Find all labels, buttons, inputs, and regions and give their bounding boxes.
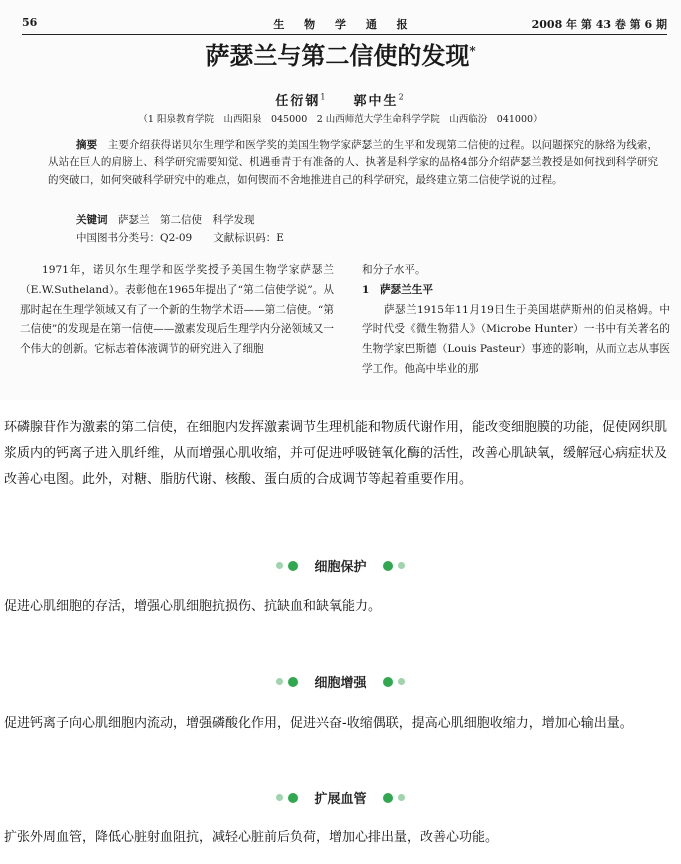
section-heading-cell-protection: 细胞保护 xyxy=(0,556,681,575)
classification-code: 中国图书分类号：Q2-09 文献标识码：E xyxy=(76,232,284,244)
section-text: 扩张外周血管，降低心脏射血阻抗，减轻心脏前后负荷，增加心排出量，改善心功能。 xyxy=(4,830,499,845)
affiliation: （1 阳泉教育学院 山西阳泉 045000 2 山西师范大学生命科学学院 山西临汾 041000） xyxy=(138,114,543,125)
paragraph: 和分子水平。 xyxy=(362,264,426,276)
article-column-left xyxy=(20,261,334,360)
decorative-dots-icon xyxy=(383,674,405,689)
article-column-right xyxy=(362,261,670,380)
intro-paragraph: 环磷腺苷作为激素的第二信使，在细胞内发挥激素调节生理机能和物质代谢作用，能改变细胞膜的功能，促使网织肌浆质内的钙离子进入肌纤维，从而增强心肌收缩，并可促进呼吸链氧化酶的活性，改善心肌缺氧，缓解冠心病症状及改善心电图。此外，对糖、脂肪代谢、核酸、蛋白质的合成调节等起着重要作用。 xyxy=(4,420,668,487)
section-heading-cell-enhance: 细胞增强 xyxy=(0,672,681,691)
section-heading: 1 萨瑟兰生平 xyxy=(362,283,433,296)
issue-info: 2008 年 第 43 卷 第 6 期 xyxy=(531,18,667,31)
keywords: 关键词 萨瑟兰 第二信使 科学发现 xyxy=(76,214,255,226)
decorative-dots-icon xyxy=(383,558,405,573)
abstract: 摘要 主要介绍获得诺贝尔生理学和医学奖的美国生物学家萨瑟兰的生平和发现第二信使的过程。以问题探究的脉络为线索，从站在巨人的肩膀上、科学研究需要知觉、机遇垂青于有准备的人、执著是科学家的品格4部分介绍萨瑟兰教授是如何找到科学研究的突破口，如何突破科学研究中的难点，如何锲而不舍地推进自己的科学研究，最终建立第二信使学说的过程。 xyxy=(48,139,659,186)
section-text: 促进钙离子向心肌细胞内流动，增强磷酸化作用，促进兴奋-收缩偶联，提高心肌细胞收缩力，增加心输出量。 xyxy=(4,716,633,731)
authors: 任衍钢$^1$ 郭中生$^2$ xyxy=(275,92,406,109)
paragraph: 萨瑟兰1915年11月19日生于美国堪萨斯州的伯灵格姆。中学时代受《微生物猎人》（Microbe Hunter）一书中有关著名的生物学家巴斯德（Louis Pasteur）事迹的影响，从而立志从事医学工作。他高中毕业的那 xyxy=(362,303,670,375)
page-number: 56 xyxy=(22,16,38,29)
journal-name: 生 物 学 通 报 xyxy=(273,18,416,31)
article-title: 萨瑟兰与第二信使的发现* xyxy=(205,41,476,70)
title-footnote-mark: * xyxy=(469,44,476,58)
decorative-dots-icon xyxy=(276,674,298,689)
paragraph: 1971年，诺贝尔生理学和医学奖授予美国生物学家萨瑟兰（E.W.Sutheland）。表彰他在1965年提出了“第二信使学说”。从那时起在生理学领域又有了一个新的生物学术语——第二信使。“第二信使”的发现是在第一信使——激素发现后生理学内分泌领域又一个伟大的创新。它标志着体液调节的研究进入了细胞 xyxy=(20,264,334,356)
decorative-dots-icon xyxy=(276,790,298,805)
section-heading-vasodilation: 扩展血管 xyxy=(0,788,681,807)
section-text: 促进心肌细胞的存活，增强心肌细胞抗损伤、抗缺血和缺氧能力。 xyxy=(4,599,382,614)
decorative-dots-icon xyxy=(276,558,298,573)
decorative-dots-icon xyxy=(383,790,405,805)
abstract-label: 摘要 xyxy=(76,139,98,151)
journal-header xyxy=(22,16,667,35)
